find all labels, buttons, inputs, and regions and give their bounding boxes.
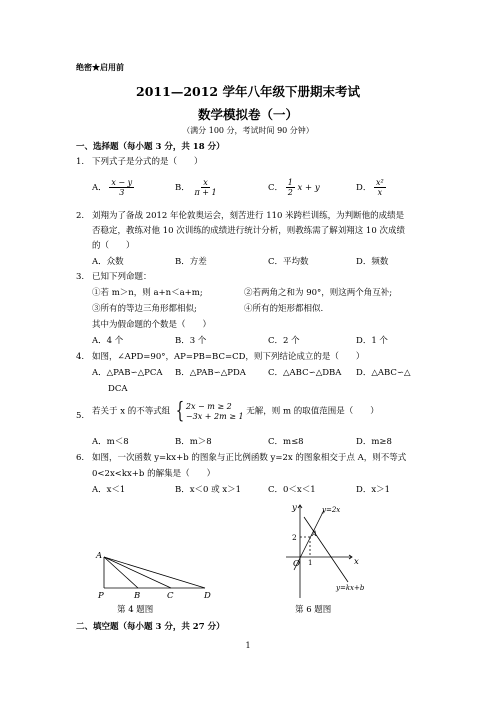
- q3-option-b: B．3 个: [175, 336, 207, 346]
- q3-proposition-3: ③所有的等边三角形都相似;: [92, 304, 197, 314]
- q1-stem: 下列式子是分式的是（ ）: [92, 157, 203, 167]
- segment-ac: [104, 557, 171, 588]
- point-label-a: A: [312, 530, 318, 538]
- section-fill-heading: 二、填空题（每小题 3 分，共 27 分）: [76, 622, 225, 632]
- q3-option-d: D．1 个: [356, 336, 388, 346]
- q6-option-d: D．x＞1: [356, 485, 391, 495]
- q1-option-a: A． $\frac{x - y}{3}$: [92, 178, 133, 197]
- point-label-p: P: [98, 591, 104, 600]
- q1-option-b: B． $\frac{x}{\pi + 1}$: [175, 178, 217, 197]
- q2-line1: 刘翔为了备战 2012 年伦敦奥运会，刻苦进行 110 米跨栏训练，为判断他的成绩是: [92, 211, 405, 221]
- q4-option-d-continued: DCA: [108, 384, 128, 394]
- line-y-kx-b: [304, 517, 348, 582]
- section-choice-heading: 一、选择题（每小题 3 分，共 18 分）: [76, 142, 225, 152]
- origin-label: O: [293, 559, 300, 569]
- q3-proposition-2: ②若两角之和为 90°，则这两个角互补;: [244, 288, 393, 298]
- q5-inequality-system: { 2x − m ≥ 2 −3x + 2m ≥ 1: [175, 399, 244, 424]
- q5-option-b: B．m＞8: [175, 437, 212, 447]
- exam-title: 2011—2012 学年八年级下册期末考试: [136, 84, 360, 99]
- q5-number: 5.: [76, 411, 85, 421]
- q3-stem: 已知下列命题：: [92, 272, 152, 282]
- point-label-c: C: [167, 591, 174, 600]
- figure-q6-caption: 第 6 题图: [295, 605, 332, 615]
- q6-option-b: B．x＜0 或 x＞1: [175, 485, 242, 495]
- q3-proposition-1: ①若 m＞n，则 a+n＜a+m;: [92, 288, 203, 298]
- q5-option-a: A．m＜8: [92, 437, 129, 447]
- q2-line2: 否稳定，教练对他 10 次训练的成绩进行统计分析，则教练需了解刘翔这 10 次成绩: [92, 226, 405, 236]
- q4-stem: 如图，∠APD=90°，AP=PB=BC=CD，则下列结论成立的是（ ）: [92, 352, 365, 362]
- figure-q4-caption: 第 4 题图: [117, 605, 154, 615]
- q4-option-d: D．△ABC∽△: [356, 368, 411, 378]
- page-number: 1: [245, 641, 251, 650]
- q3-proposition-4: ④所有的矩形都相似.: [244, 304, 324, 314]
- exam-subtitle: 数学模拟卷（一）: [197, 107, 298, 122]
- q5-option-c: C．m≤8: [268, 437, 304, 447]
- secret-label: 绝密★启用前: [76, 62, 124, 72]
- figure-q6: [284, 500, 366, 600]
- axis-label-x: x: [354, 557, 359, 567]
- q5-stem: 若关于 x 的不等式组 { 2x − m ≥ 2 −3x + 2m ≥ 1 无解，则 m 的取值范围是（ ）: [92, 399, 379, 424]
- point-label-a: A: [96, 551, 103, 561]
- q3-number: 3.: [76, 272, 85, 282]
- q1-number: 1.: [76, 157, 85, 167]
- q6-option-a: A．x＜1: [92, 485, 126, 495]
- q3-option-a: A．4 个: [92, 336, 124, 346]
- q2-option-c: C．平均数: [268, 257, 309, 267]
- q6-number: 6.: [76, 453, 85, 463]
- axis-label-y: y: [292, 503, 297, 513]
- segment-ab: [104, 557, 138, 588]
- q1-option-c: C． $\frac{1}{2}$ x + y: [268, 178, 320, 197]
- point-label-b: B: [134, 591, 141, 600]
- exam-info: （满分 100 分，考试时间 90 分钟）: [182, 126, 314, 135]
- segment-ad: [104, 557, 205, 588]
- q3-option-c: C．2 个: [268, 336, 300, 346]
- q4-option-c: C．△ABC∽△DBA: [268, 368, 342, 378]
- q6-line2: 0<2x<kx+b 的解集是（ ）: [92, 469, 216, 479]
- q2-number: 2.: [76, 211, 85, 221]
- q4-number: 4.: [76, 352, 85, 362]
- q2-line3: 的（ ）: [92, 241, 135, 251]
- q3-question: 其中为假命题的个数是（ ）: [92, 320, 212, 330]
- q1-option-d: D． $\frac{\text{x²}}{x}$: [356, 178, 384, 197]
- tick-label-2: 2: [292, 533, 297, 542]
- q5-option-d: D．m≥8: [356, 437, 392, 447]
- q4-option-b: B．△PAB∽△PDA: [175, 368, 246, 378]
- tick-label-1: 1: [308, 559, 313, 567]
- figure-q4: [94, 548, 224, 600]
- q4-option-a: A．△PAB∽△PCA: [92, 368, 163, 378]
- line-label-y-2x: y=2x: [322, 506, 341, 514]
- q2-option-a: A．众数: [92, 257, 124, 267]
- line-label-y-kx-b: y=kx+b: [336, 584, 365, 592]
- q6-option-c: C．0＜x＜1: [268, 485, 316, 495]
- q6-line1: 如图，一次函数 y=kx+b 的图象与正比例函数 y=2x 的图象相交于点 A，则不等式: [92, 453, 407, 463]
- q2-option-b: B．方差: [175, 257, 207, 267]
- q2-option-d: D．频数: [356, 257, 389, 267]
- point-label-d: D: [204, 591, 211, 600]
